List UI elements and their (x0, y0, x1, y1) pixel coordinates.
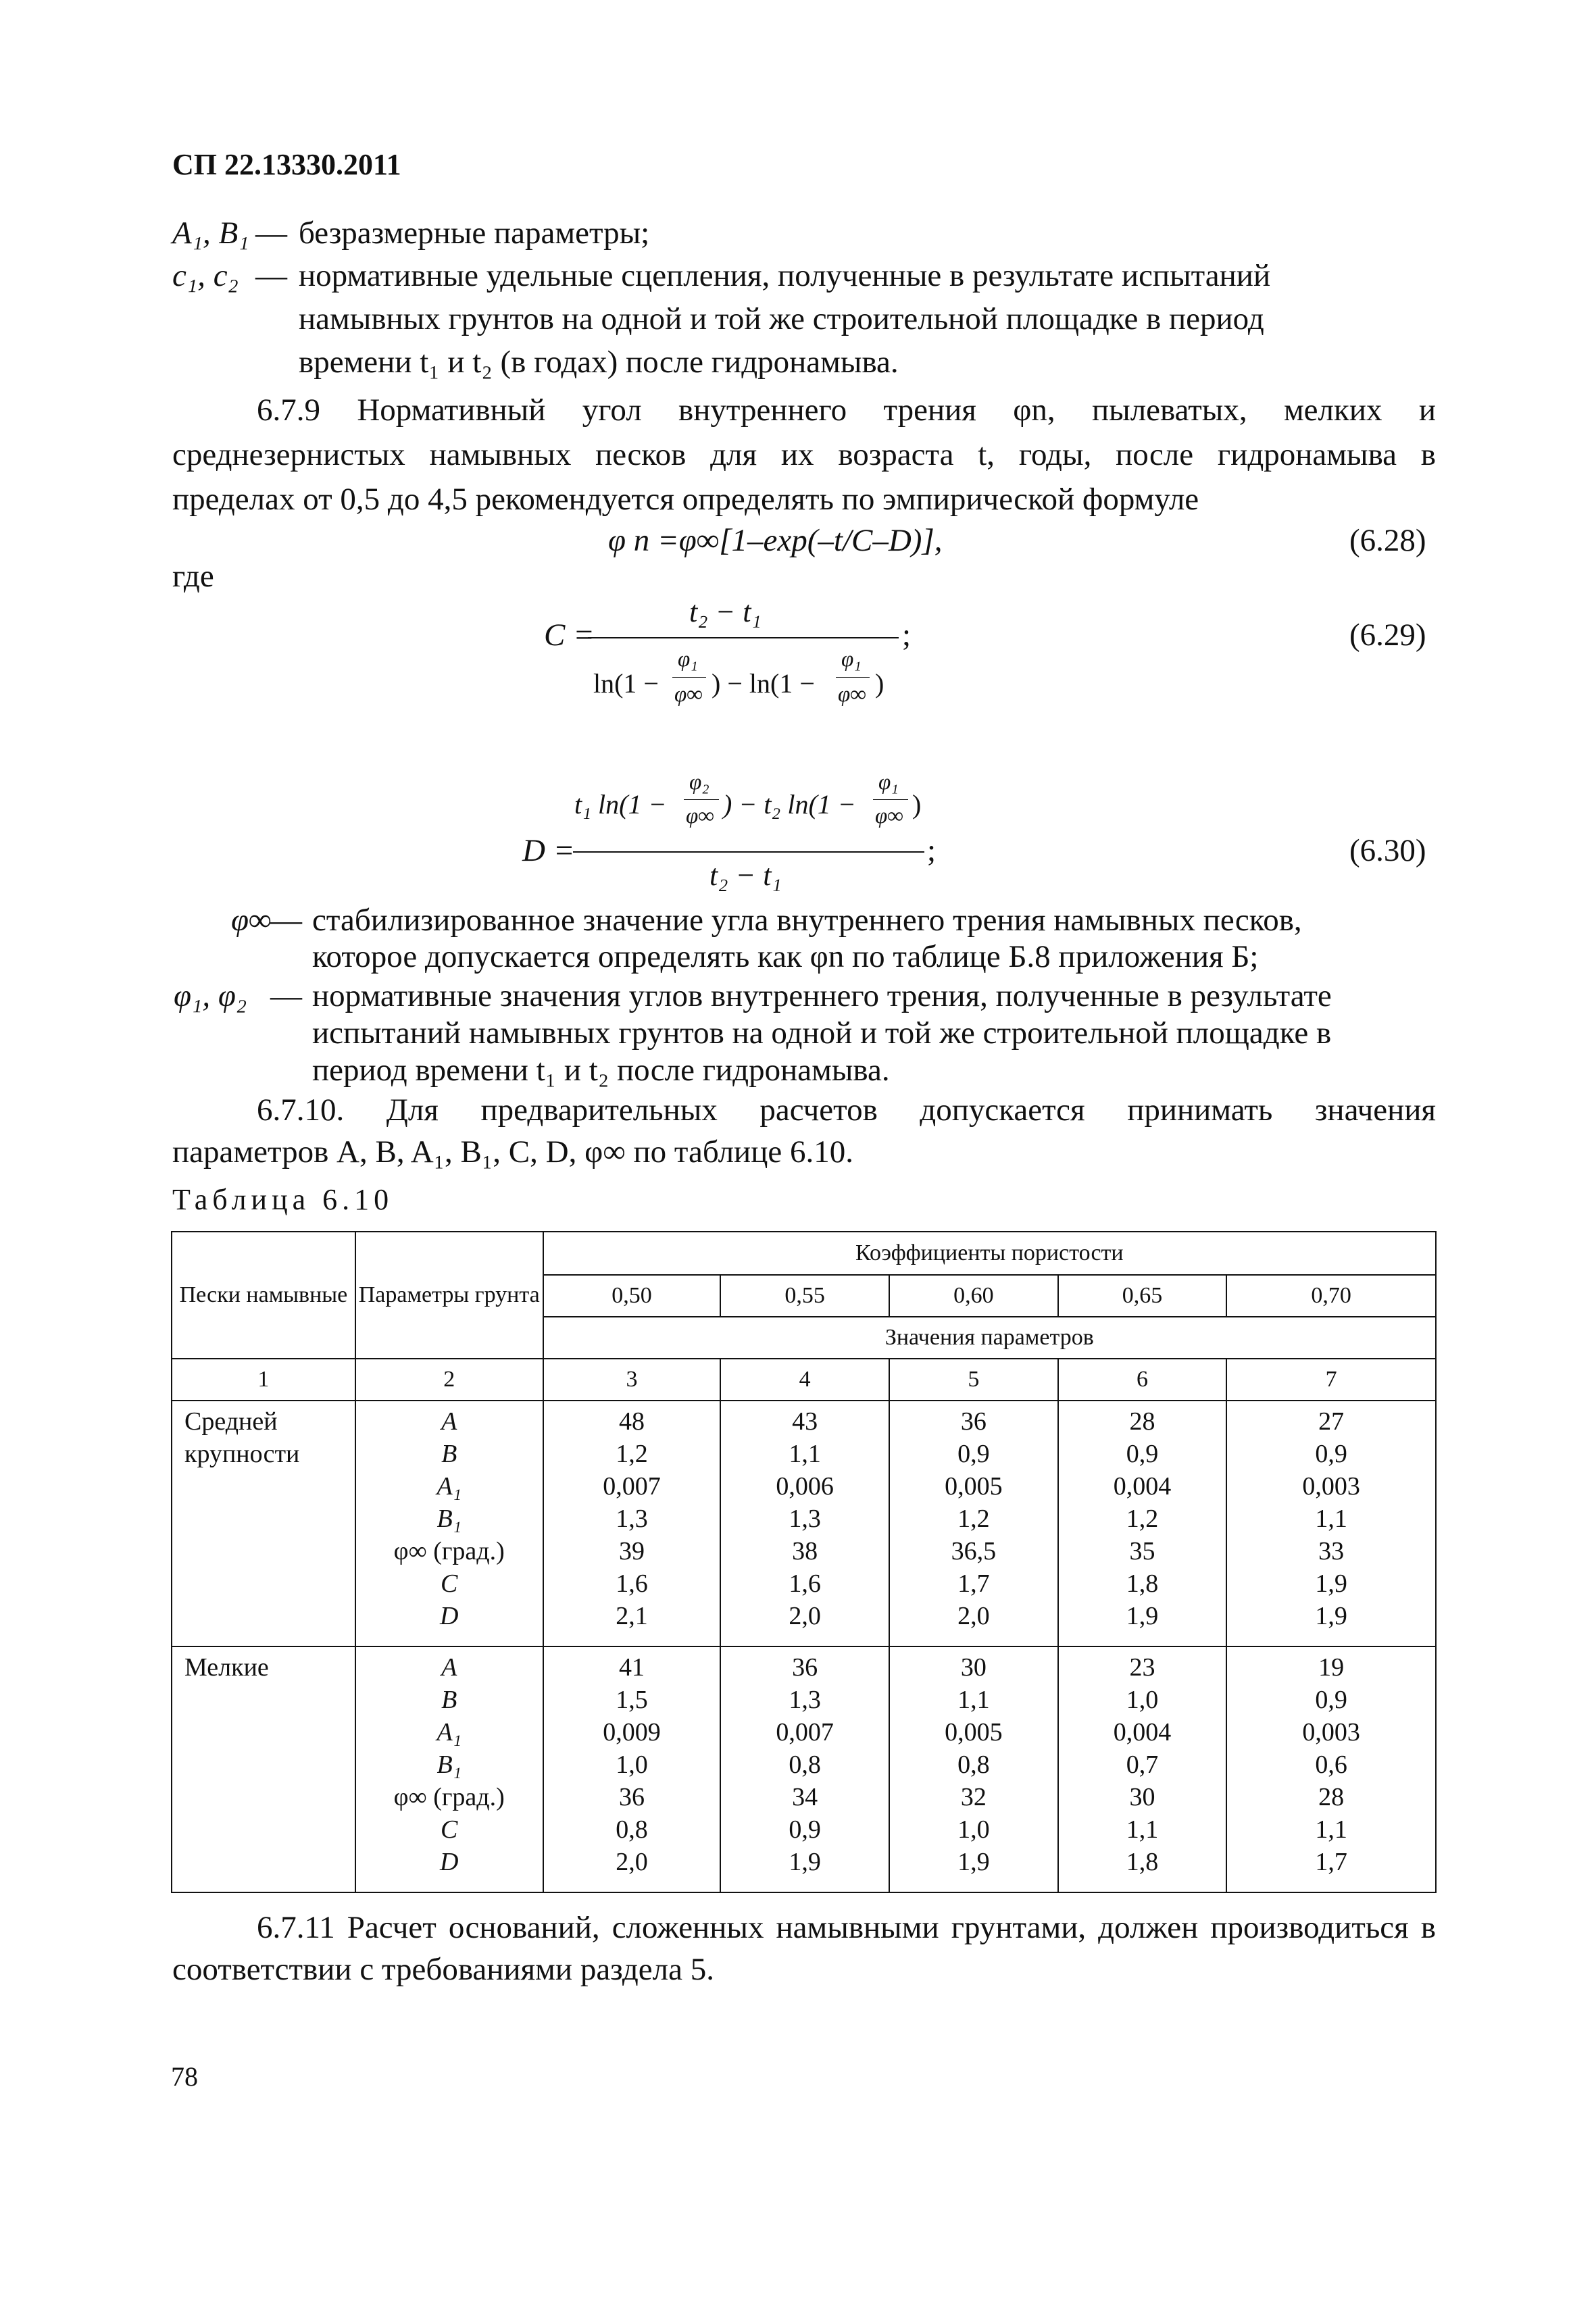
table-cell: 0,007 (603, 1472, 661, 1501)
column-number: 6 (1058, 1359, 1227, 1401)
column-number: 2 (355, 1359, 543, 1401)
formula-6-29-den-left: ln(1 − (593, 668, 659, 699)
param-label: C (441, 1815, 458, 1844)
table-cell: 0,005 (945, 1472, 1003, 1501)
value-column (889, 1401, 1058, 1646)
param-label: B₁ (437, 1751, 462, 1779)
para-679-line1: 6.7.9 Нормативный угол внутреннего трения φn, пылеватых, мелких и (257, 393, 1436, 428)
table-cell: 28 (1318, 1783, 1345, 1811)
table-cell: 30 (1129, 1783, 1155, 1811)
table-cell: 1,0 (957, 1815, 990, 1844)
table-cell: 34 (792, 1783, 818, 1811)
table-cell: 0,005 (945, 1718, 1003, 1746)
table-cell: 0,8 (957, 1751, 990, 1779)
formula-6-30-num-a: t₁ ln(1 − (574, 789, 667, 820)
table-cell: 19 (1318, 1653, 1345, 1682)
param-label: D (440, 1602, 459, 1630)
param-label: D (440, 1848, 459, 1876)
def-text-phi1-phi2-cont: испытаний намывных грунтов на одной и той же строительной площадке в (312, 1015, 1332, 1051)
porosity-value: 0,65 (1058, 1275, 1227, 1317)
table-cell: 41 (618, 1653, 645, 1682)
formula-6-30-f1-num: φ₂ (689, 770, 709, 795)
header-values: Значения параметров (543, 1317, 1436, 1359)
table-cell: 1,7 (957, 1569, 990, 1598)
def-dash: — (255, 216, 287, 251)
formula-6-29-lhs: C = (544, 618, 595, 653)
fraction-bar (672, 677, 706, 678)
def-text-a1b1: безразмерные параметры; (299, 216, 650, 251)
def-text-phi-inf: стабилизированное значение угла внутреннего трения намывных песков, (312, 903, 1302, 938)
table-cell: 0,003 (1302, 1472, 1360, 1501)
column-number: 4 (720, 1359, 889, 1401)
param-label: A₁ (437, 1472, 462, 1501)
def-text-phi1-phi2-cont: период времени t₁ и t₂ после гидронамыва. (312, 1053, 890, 1088)
table-cell: 1,3 (789, 1505, 821, 1533)
fraction-bar (573, 851, 924, 853)
table-cell: 1,8 (1126, 1848, 1159, 1876)
table-cell: 1,1 (957, 1686, 990, 1714)
header-porosity-group: Коэффициенты пористости (543, 1232, 1436, 1275)
table-cell: 1,9 (1315, 1602, 1347, 1630)
def-symbol-phi1-phi2: φ₁, φ₂ (174, 978, 247, 1013)
value-column (1058, 1401, 1227, 1646)
def-dash: — (270, 978, 302, 1013)
table-cell: 0,006 (776, 1472, 834, 1501)
table-row (172, 1646, 1436, 1892)
table-cell: 36,5 (951, 1537, 997, 1565)
table-cell: 2,0 (616, 1848, 648, 1876)
table-cell: 0,004 (1113, 1718, 1172, 1746)
table-cell: 0,009 (603, 1718, 661, 1746)
column-number: 1 (172, 1359, 355, 1401)
table-cell: 43 (792, 1407, 818, 1436)
formula-6-30-tail: ; (927, 833, 937, 868)
def-dash: — (255, 258, 287, 293)
table-6-10 (171, 1231, 1437, 1893)
formula-6-30-den: t₂ − t₁ (709, 859, 782, 892)
table-cell: 0,004 (1113, 1472, 1172, 1501)
table-cell: 1,9 (789, 1848, 821, 1876)
fraction-bar (684, 799, 719, 800)
param-label: B₁ (437, 1505, 462, 1533)
formula-6-30-f2-den: φ∞ (875, 804, 903, 828)
def-symbol-phi-inf: φ∞ (231, 903, 272, 938)
table-cell: 0,8 (616, 1815, 648, 1844)
param-label: C (441, 1569, 458, 1598)
table-cell: 28 (1129, 1407, 1155, 1436)
formula-6-29-tail: ; (902, 618, 912, 653)
table-cell: 1,5 (616, 1686, 648, 1714)
para-6711-line2: соответствии с требованиями раздела 5. (172, 1952, 714, 1987)
fraction-bar (836, 677, 870, 678)
value-column (1058, 1646, 1227, 1892)
value-column (889, 1646, 1058, 1892)
table-cell: 1,2 (957, 1505, 990, 1533)
document-code-header: СП 22.13330.2011 (172, 148, 401, 181)
table-cell: 2,0 (789, 1602, 821, 1630)
table-cell: 36 (960, 1407, 987, 1436)
table-cell: 0,7 (1126, 1751, 1159, 1779)
table-cell: 0,007 (776, 1718, 834, 1746)
table-row (172, 1401, 1436, 1646)
table-cell: 23 (1129, 1653, 1155, 1682)
page-number: 78 (171, 2061, 198, 2092)
formula-6-29-number: (6.29) (1349, 618, 1426, 653)
table-cell: 1,1 (1126, 1815, 1159, 1844)
table-cell: 1,9 (957, 1848, 990, 1876)
def-text-c1c2-cont: намывных грунтов на одной и той же строительной площадке в период (299, 301, 1264, 336)
def-dash: — (270, 903, 302, 938)
para-6710-line2: параметров A, B, A₁, B₁, C, D, φ∞ по таблице 6.10. (172, 1134, 853, 1169)
column-number: 3 (543, 1359, 721, 1401)
table-cell: 0,003 (1302, 1718, 1360, 1746)
table-cell: 1,6 (616, 1569, 648, 1598)
table-cell: 35 (1129, 1537, 1155, 1565)
table-cell: 0,9 (957, 1440, 990, 1468)
where-word: где (172, 559, 214, 594)
def-text-c1c2: нормативные удельные сцепления, полученные в результате испытаний (299, 258, 1271, 293)
formula-6-28: φ n =φ∞[1–exp(–t/C–D)], (608, 523, 943, 558)
table-cell: 1,1 (1315, 1505, 1347, 1533)
table-cell: 1,3 (616, 1505, 648, 1533)
table-cell: 0,8 (789, 1751, 821, 1779)
table-cell: 32 (960, 1783, 987, 1811)
def-text-phi1-phi2: нормативные значения углов внутреннего трения, полученные в результате (312, 978, 1332, 1013)
table-cell: 0,9 (1126, 1440, 1159, 1468)
table-cell: 1,2 (1126, 1505, 1159, 1533)
def-symbol-c1c2: c₁, c₂ (172, 258, 239, 293)
header-params: Параметры грунта (355, 1232, 543, 1359)
table-cell: 1,1 (789, 1440, 821, 1468)
formula-6-29-f1-num: φ₁ (678, 647, 698, 672)
def-text-phi-inf-cont: которое допускается определять как φn по таблице Б.8 приложения Б; (312, 939, 1259, 974)
value-column (720, 1646, 889, 1892)
table-cell: 36 (618, 1783, 645, 1811)
porosity-value: 0,50 (543, 1275, 721, 1317)
formula-6-29-den-right: ) (875, 668, 884, 699)
param-label: A (441, 1407, 457, 1436)
table-cell: 1,0 (1126, 1686, 1159, 1714)
table-cell: 1,7 (1315, 1848, 1347, 1876)
param-label: A₁ (437, 1718, 462, 1746)
value-column (1226, 1646, 1436, 1892)
param-label: A (441, 1653, 457, 1682)
table-cell: 27 (1318, 1407, 1345, 1436)
table-cell: 1,8 (1126, 1569, 1159, 1598)
column-number: 5 (889, 1359, 1058, 1401)
table-cell: 48 (618, 1407, 645, 1436)
header-sands: Пески намывные (172, 1232, 355, 1359)
table-cell: 0,6 (1315, 1751, 1347, 1779)
table-cell: 39 (618, 1537, 645, 1565)
value-column (543, 1646, 721, 1892)
para-6711-line1: 6.7.11 Расчет оснований, сложенных намывными грунтами, должен производиться в (257, 1910, 1436, 1945)
fraction-bar (588, 637, 899, 638)
table-cell: 0,9 (789, 1815, 821, 1844)
formula-6-29-f2-num: φ₁ (841, 647, 862, 672)
value-column (543, 1401, 721, 1646)
table-cell: 1,1 (1315, 1815, 1347, 1844)
porosity-value: 0,55 (720, 1275, 889, 1317)
table-cell: 1,0 (616, 1751, 648, 1779)
table-cell: 1,2 (616, 1440, 648, 1468)
formula-6-30-f2-num: φ₁ (878, 770, 899, 795)
porosity-value: 0,60 (889, 1275, 1058, 1317)
fraction-bar (873, 799, 908, 800)
formula-6-30-num-b: ) − t₂ ln(1 − (723, 789, 856, 820)
table-cell: 38 (792, 1537, 818, 1565)
formula-6-29-f2-den: φ∞ (838, 682, 866, 707)
value-column (1226, 1401, 1436, 1646)
formula-6-29-numerator: t₂ − t₁ (689, 595, 762, 628)
param-list (355, 1401, 543, 1646)
table-cell: 1,6 (789, 1569, 821, 1598)
param-label: φ∞ (град.) (393, 1537, 505, 1565)
table-cell: 0,9 (1315, 1686, 1347, 1714)
table-cell: 33 (1318, 1537, 1345, 1565)
column-number: 7 (1226, 1359, 1436, 1401)
def-symbol-a1b1: A₁, B₁ (172, 216, 249, 251)
para-679-line2: среднезернистых намывных песков для их возраста t, годы, после гидронамыва в (172, 437, 1436, 472)
sand-group-name: Мелкие (172, 1646, 355, 1892)
table-cell: 2,0 (957, 1602, 990, 1630)
formula-6-28-number: (6.28) (1349, 523, 1426, 558)
param-label: φ∞ (град.) (393, 1783, 505, 1811)
sand-group-name: Средней крупности (172, 1401, 355, 1646)
formula-6-29-f1-den: φ∞ (674, 682, 703, 707)
param-label: B (441, 1440, 457, 1468)
formula-6-29-den-mid: ) − ln(1 − (712, 668, 815, 699)
table-cell: 30 (960, 1653, 987, 1682)
formula-6-30-num-c: ) (912, 789, 922, 820)
table-cell: 36 (792, 1653, 818, 1682)
table-cell: 1,3 (789, 1686, 821, 1714)
porosity-value: 0,70 (1226, 1275, 1436, 1317)
value-column (720, 1401, 889, 1646)
formula-6-30-number: (6.30) (1349, 833, 1426, 868)
formula-6-30-f1-den: φ∞ (686, 804, 714, 828)
param-label: B (441, 1686, 457, 1714)
table-cell: 2,1 (616, 1602, 648, 1630)
formula-6-30-lhs: D = (522, 833, 575, 868)
para-6710-line1: 6.7.10. Для предварительных расчетов допускается принимать значения (257, 1092, 1436, 1128)
param-list (355, 1646, 543, 1892)
def-text-c1c2-cont: времени t₁ и t₂ (в годах) после гидронамыва. (299, 345, 899, 380)
table-cell: 1,9 (1315, 1569, 1347, 1598)
table-caption: Таблица 6.10 (172, 1183, 394, 1216)
table-cell: 0,9 (1315, 1440, 1347, 1468)
table-cell: 1,9 (1126, 1602, 1159, 1630)
para-679-line3: пределах от 0,5 до 4,5 рекомендуется определять по эмпирической формуле (172, 482, 1199, 517)
